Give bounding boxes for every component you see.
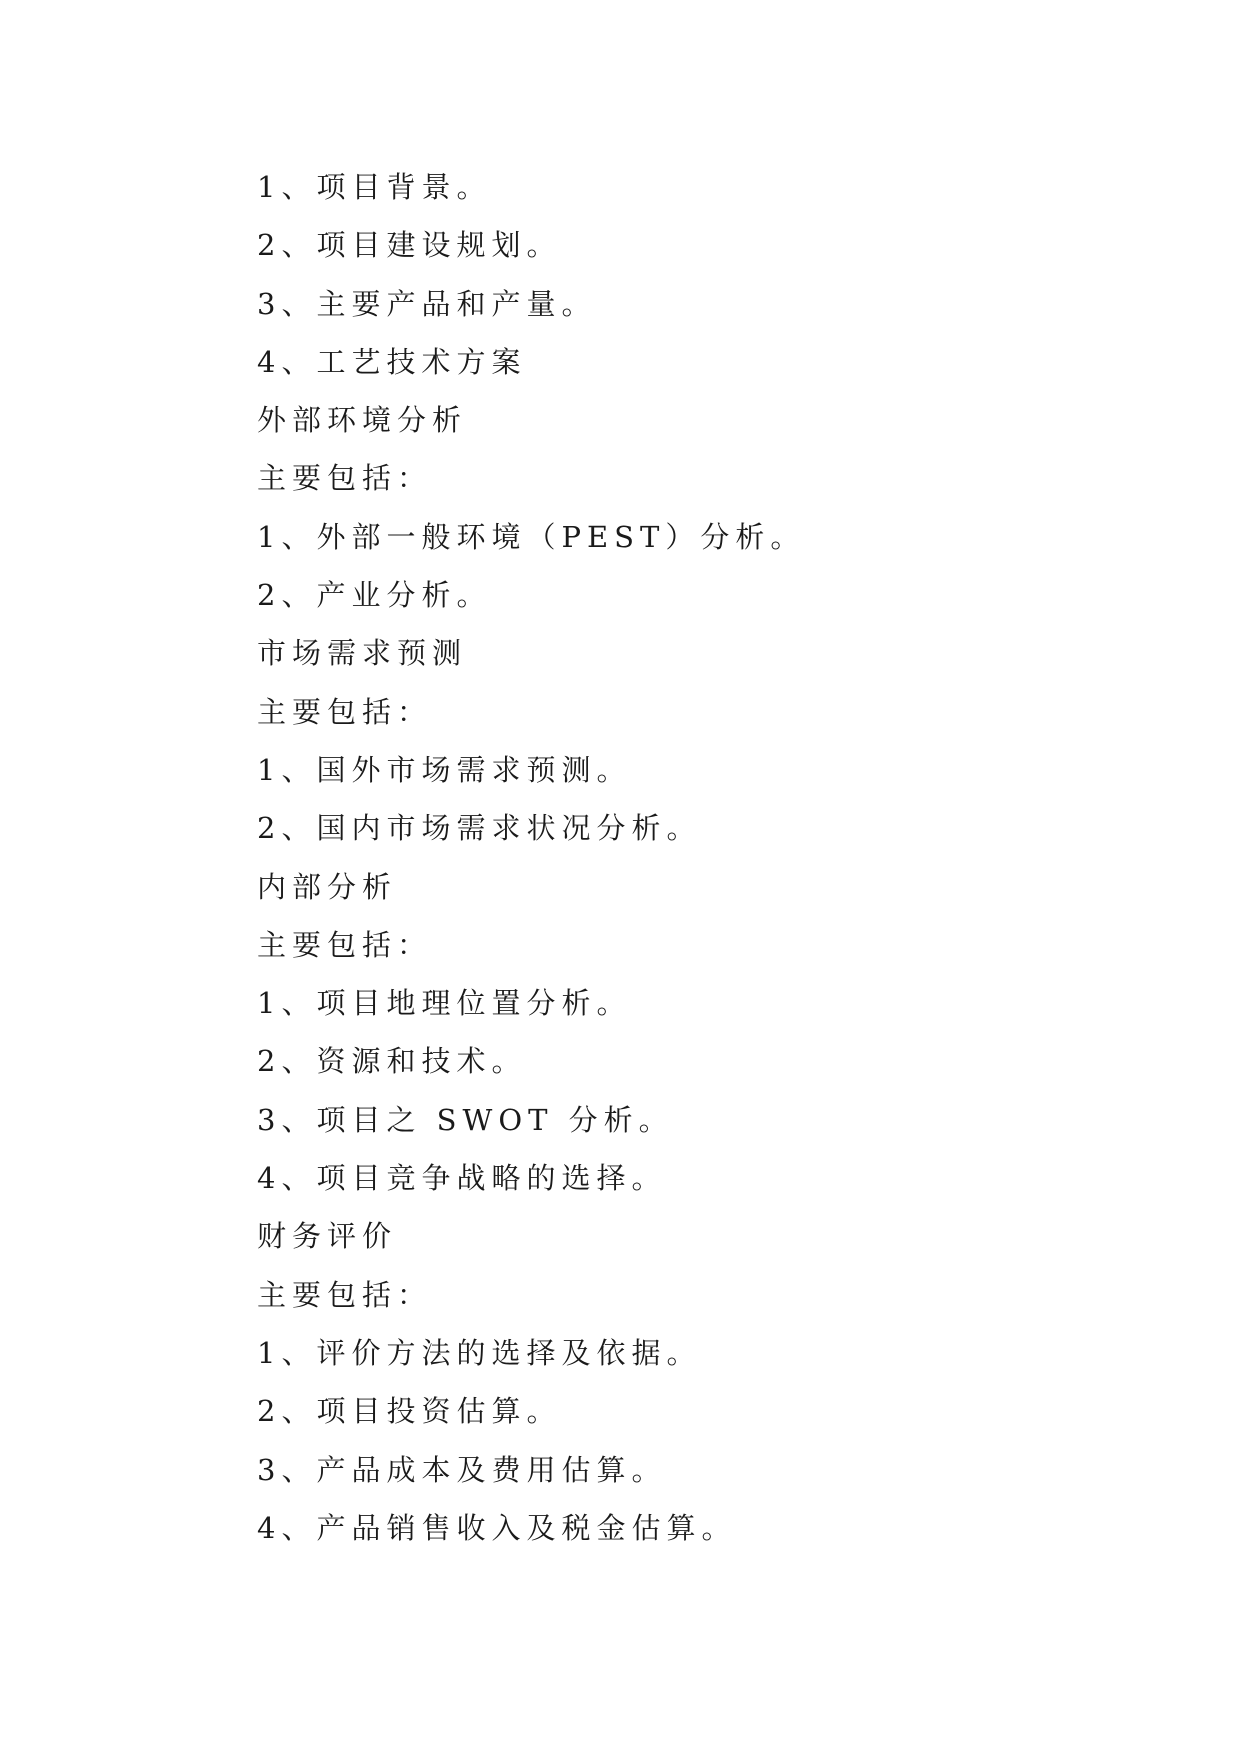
list-item-competitive-strategy: 4、项目竞争战略的选择。: [257, 1161, 667, 1196]
section-heading-market-forecast: 市场需求预测: [257, 636, 468, 671]
list-item-resources-technology: 2、资源和技术。: [257, 1044, 527, 1079]
list-item-domestic-market: 2、国内市场需求状况分析。: [257, 811, 702, 846]
list-item-foreign-market: 1、国外市场需求预测。: [257, 752, 632, 787]
section-heading-financial-evaluation: 财务评价: [257, 1219, 398, 1254]
section-heading-internal-analysis: 内部分析: [257, 869, 398, 904]
section-intro: 主要包括：: [257, 461, 433, 496]
list-item-location-analysis: 1、项目地理位置分析。: [257, 986, 632, 1021]
list-item-swot-analysis: 3、项目之 SWOT 分析。: [257, 1102, 674, 1137]
list-item-main-products: 3、主要产品和产量。: [257, 286, 597, 321]
section-intro: 主要包括：: [257, 1277, 433, 1312]
list-item-industry-analysis: 2、产业分析。: [257, 578, 492, 613]
document-body: [257, 158, 1157, 1557]
list-item-evaluation-method: 1、评价方法的选择及依据。: [257, 1335, 702, 1370]
section-intro: 主要包括：: [257, 694, 433, 729]
section-heading-external-environment: 外部环境分析: [257, 403, 468, 438]
section-intro: 主要包括：: [257, 927, 433, 962]
list-item-investment-estimate: 2、项目投资估算。: [257, 1394, 562, 1429]
list-item-background: 1、项目背景。: [257, 170, 492, 204]
list-item-revenue-tax-estimate: 4、产品销售收入及税金估算。: [257, 1510, 737, 1545]
list-item-pest-analysis: 1、外部一般环境（PEST）分析。: [257, 519, 806, 554]
list-item-process-technology: 4、工艺技术方案: [257, 344, 527, 379]
list-item-construction-plan: 2、项目建设规划。: [257, 228, 562, 263]
list-item-cost-estimate: 3、产品成本及费用估算。: [257, 1452, 667, 1487]
